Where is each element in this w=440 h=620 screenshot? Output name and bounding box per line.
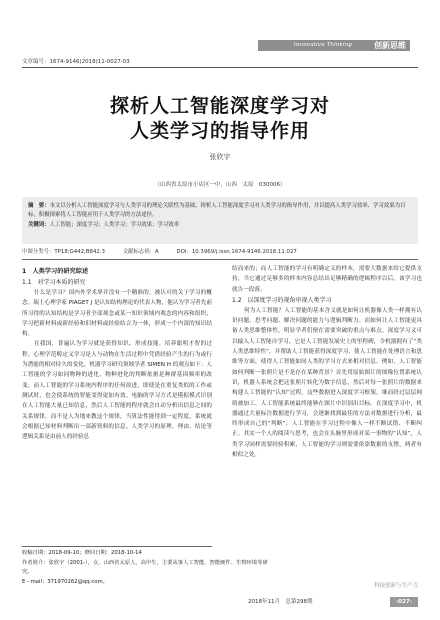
- footnote-divider: [22, 546, 212, 547]
- author-name: 张欣宇: [209, 153, 231, 161]
- body-divider: [22, 259, 418, 260]
- article-number: 文章编号：1674-9146(2018)11-0027-03: [22, 59, 130, 65]
- keywords-text: 人工智能；深度学习；人类学习；学习效果；学习效率: [49, 222, 179, 228]
- section-banner: [258, 40, 410, 51]
- subsection-heading-1-2: 1.2 以深度学习的视角审视人类学习: [232, 296, 332, 304]
- abstract-label: 摘 要：: [28, 203, 50, 209]
- abstract-text: 本文以分析人工智能深度学习与人类学习的理论关联性为基础，探析人工智能深度学习对人类学习的指导作用，并以提高人类学习效率、学习效果为目标，积极探索将人工智能应用于人类学习的方法途径。: [28, 203, 406, 218]
- left-column: [22, 264, 212, 442]
- abstract-box: [22, 197, 418, 244]
- keywords: [22, 220, 418, 230]
- section-label-cn: 创新思维: [374, 41, 406, 50]
- classification-line: [22, 247, 418, 255]
- right-column: [232, 264, 422, 460]
- abstract: [22, 197, 418, 220]
- title-line-2: 人类学习的指导作用: [129, 120, 310, 142]
- page-footer: [248, 597, 418, 607]
- clc-number: 中图分类号：TP18;G442;B842.3: [22, 249, 105, 255]
- paper-title: [0, 94, 440, 144]
- author-affiliation: （山西省太原市小店区一中，山西 太原 030006）: [154, 182, 286, 188]
- paragraph: 结而来的；而人工智能的学习有明确定义的样本，需要大数据来给它提供支持，当它通过足够多的样本内容总结出足够精确的逻辑程序以后，该学习也就告一段落。: [232, 266, 422, 293]
- paragraph: 在我国，普遍认为学习就是获得知识、形成技能、培养聪明才智的过程。心理学范畴定义学习是人与动物在生活过程中凭借经验产生的行为或行为潜能的相对持久的变化。机器学习研究领域学者 SIMEN H 的观点如下：人工智能的学习如同物种的进化，物种进化的判断依据是种群基因频率的改变，而人工智能的学习系统内程序的任何改进，即使是在重复类似的工作或测试时，也会使系统的智能变得更加有效。电脑的学习方式是模拟模式识别在人工智能大量已知信息，然后人工智能的程序就会自动分析出信息之间的关系规律，而不是人为地来教这个规律，当算法性能得到一定程度，系统就会根据已知材料判断出一部新资料的信息。人类学习的原理、理由、结论等逻辑关系是由前人的经验总: [22, 341, 212, 441]
- paragraph: 何为人工智能？人工智能的基本含义就是如何让机器像人类一样拥有认识问题、思考问题、解决问题的能力与逻辑判断力。而如何让人工智能更具备人类思维整体性，明显学者们便在需要突破的重点与难点。深度学习又可以输入人工智能自学习，它是人工智能发展史上的里程碑，令机器拥有了“类人类思维特性”，并帮助人工智能获得深度学习，使人工智能在处理语言和思维等方面，使得人工智能如同人类的学习方式来相对信息。例如，人工智能如何判断一张照片是不是存在某种背景？首先用原始图片的图像位置系统认识，机器人系统会把这张照片转化为数字信息，然后对每一张照片的数据来构建人工智能的“认知”过程。这些数据进入深度学习框架，继而经过层层网络被加工，人工智能系统最终能够在图片中识别出目标。在深度学习中，机器通过大量标注数据进行学习，会逐渐找到最佳的方法对数据进行分析，最终形成自己的“判断”，人工智能在学习过程中像人一样不断试错、不断纠正。其实一个人的阅读与思考，也会在头脑里形成对某一事物的“认知”，人类学习同样需要经验积累，人工智能的学习则需要依靠数据的支撑，两者有相似之处。: [232, 307, 422, 459]
- issue-date: 2018年11月 总第298期: [248, 599, 313, 605]
- keywords-label: 关键词：: [28, 222, 50, 228]
- paragraph: 什么是学习？国内外学术界并没有一个精准的、被认可的关于学习的概念。瑞士心理学家 PIAGET J 是认知结构理论的代表人物，他认为学习者先前所习得的认知结构是学习者全部观念或某一知识领域内观念的内容和组织，学习把新材料或新经验和旧材料或经验结合为一体，形成一个内部的知识结构。: [22, 290, 212, 338]
- section-label-en: Innovative Thinking: [294, 42, 353, 48]
- author-email: E－mail：371970262@qq.com。: [22, 578, 108, 585]
- received-date: 收稿日期：2018-09-10；修回日期：2018-10-14: [22, 550, 142, 556]
- journal-name: 科技创新与生产力: [373, 583, 418, 589]
- section-heading-1: 1 人类学习的研究综述: [22, 268, 89, 275]
- header-divider: [22, 67, 418, 68]
- document-code: 文献标志码：A: [122, 249, 159, 255]
- title-line-1: 探析人工智能深度学习对: [109, 95, 330, 117]
- doi: DOI：10.3969/j.issn.1674-9146.2018.11.027: [176, 249, 297, 255]
- footnotes: [22, 549, 272, 587]
- author-bio: 作者简介：张欣宇（2001-），女，山西省太原人，高中生，主要从事人工智能、智能硬件、生物环境等研究。: [22, 559, 268, 575]
- page-number: ‹027›: [390, 597, 418, 607]
- subsection-heading-1-1: 1.1 对学习本质的研究: [22, 279, 86, 286]
